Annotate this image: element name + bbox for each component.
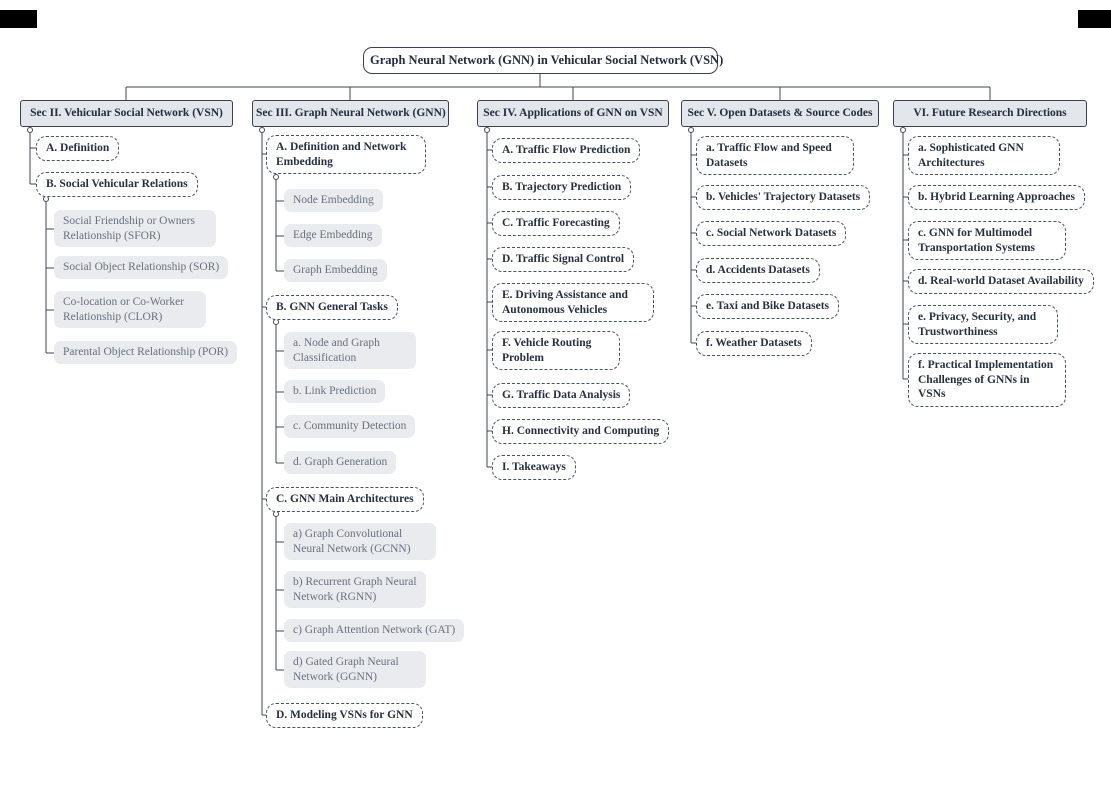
sec2-node-social-vehicular-relations: B. Social Vehicular Relations [36,172,198,197]
column-header-sec3: Sec III. Graph Neural Network (GNN) [252,100,449,127]
sec3-node-rgnn: b) Recurrent Graph Neural Network (RGNN) [284,571,426,608]
column-header-sec2: Sec II. Vehicular Social Network (VSN) [20,100,233,127]
column-header-sec4: Sec IV. Applications of GNN on VSN [477,100,669,127]
sec3-node-definition-embedding: A. Definition and Network Embedding [266,135,426,174]
sec5-node-social-network-datasets: c. Social Network Datasets [696,221,846,246]
sec6-node-multimodel-transportation: c. GNN for Multimodel Transportation Systems [908,221,1066,260]
sec2-node-clor: Co-location or Co-Worker Relationship (CLOR) [54,291,206,328]
sec3-node-graph-generation: d. Graph Generation [284,451,396,474]
top-right-mark [1078,10,1111,28]
sec3-node-node-embedding: Node Embedding [284,189,383,212]
sec3-node-gcnn: a) Graph Convolutional Neural Network (GCNN) [284,523,436,560]
sec3-node-modeling-vsns: D. Modeling VSNs for GNN [266,703,423,728]
sec6-node-practical-implementation: f. Practical Implementation Challenges of GNNs in VSNs [908,353,1066,407]
sec5-node-taxi-bike-datasets: e. Taxi and Bike Datasets [696,294,839,319]
diagram-title: Graph Neural Network (GNN) in Vehicular Social Network (VSN) [363,47,718,74]
sec2-node-sfor: Social Friendship or Owners Relationship (SFOR) [54,210,216,247]
sec4-node-takeaways: I. Takeaways [492,455,576,480]
sec6-node-sophisticated-gnn: a. Sophisticated GNN Architectures [908,136,1060,175]
sec4-node-vehicle-routing: F. Vehicle Routing Problem [492,331,620,370]
sec5-node-vehicles-trajectory-datasets: b. Vehicles' Trajectory Datasets [696,185,870,210]
col5-trunk [903,133,908,379]
top-left-mark [0,10,37,28]
col2-subB-trunk [276,325,284,463]
col2-subC-trunk [276,517,284,670]
sec4-node-connectivity-computing: H. Connectivity and Computing [492,419,669,444]
sec4-node-traffic-data-analysis: G. Traffic Data Analysis [492,383,630,408]
column-header-sec6: VI. Future Research Directions [893,100,1087,127]
col1-sub-trunk [46,202,54,353]
sec2-node-definition: A. Definition [36,136,119,161]
sec6-node-realworld-dataset: d. Real-world Dataset Availability [908,269,1094,294]
sec5-node-weather-datasets: f. Weather Datasets [696,331,812,356]
sec3-node-link-prediction: b. Link Prediction [284,380,385,403]
sec3-node-node-graph-classification: a. Node and Graph Classification [284,332,416,369]
sec3-node-gat: c) Graph Attention Network (GAT) [284,619,464,642]
sec2-node-por: Parental Object Relationship (POR) [54,341,237,364]
sec4-node-traffic-signal-control: D. Traffic Signal Control [492,247,634,272]
col2-subA-trunk [276,180,284,271]
sec3-node-community-detection: c. Community Detection [284,415,415,438]
sec2-node-sor: Social Object Relationship (SOR) [54,256,228,279]
col1-trunk [30,133,36,184]
sec3-node-ggnn: d) Gated Graph Neural Network (GGNN) [284,651,426,688]
col2-trunk [262,133,266,715]
sec3-node-edge-embedding: Edge Embedding [284,224,382,247]
sec3-node-graph-embedding: Graph Embedding [284,259,387,282]
sec6-node-privacy-security: e. Privacy, Security, and Trustworthiness [908,305,1058,344]
sec5-node-accidents-datasets: d. Accidents Datasets [696,258,820,283]
root-connector [126,74,990,100]
sec4-node-trajectory-prediction: B. Trajectory Prediction [492,175,631,200]
sec4-node-driving-assistance: E. Driving Assistance and Autonomous Vehicles [492,283,654,322]
sec6-node-hybrid-learning: b. Hybrid Learning Approaches [908,185,1085,210]
sec4-node-traffic-forecasting: C. Traffic Forecasting [492,211,620,236]
sec3-node-main-architectures: C. GNN Main Architectures [266,487,424,512]
column-header-sec5: Sec V. Open Datasets & Source Codes [681,100,879,127]
sec4-node-traffic-flow-prediction: A. Traffic Flow Prediction [492,138,640,163]
sec5-node-traffic-flow-speed-datasets: a. Traffic Flow and Speed Datasets [696,136,854,175]
sec3-node-general-tasks: B. GNN General Tasks [266,295,398,320]
